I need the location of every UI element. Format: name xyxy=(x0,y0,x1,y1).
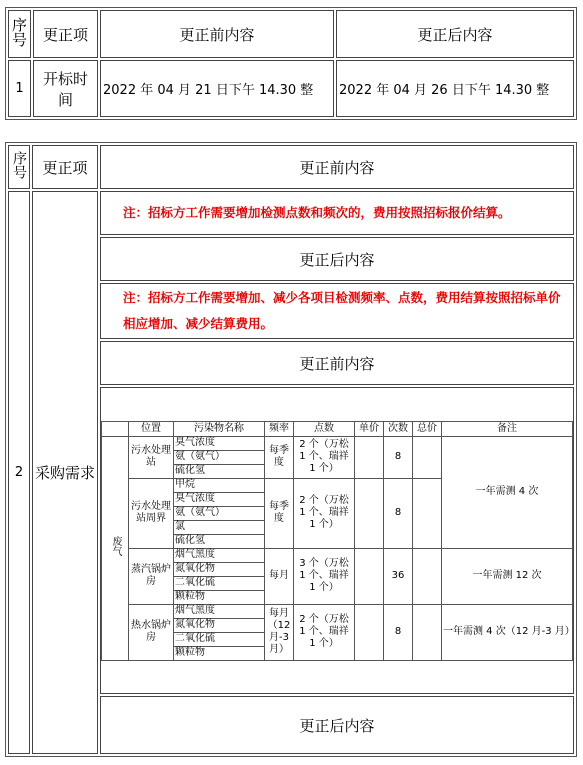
location: 污水处理站周界 xyxy=(129,478,174,548)
row-item: 开标时间 xyxy=(33,60,98,117)
remark: 一年需测 4 次 xyxy=(442,436,573,548)
row-no: 1 xyxy=(8,60,31,117)
pollutant-name: 颗粒物 xyxy=(174,646,265,660)
header-no: 序号 xyxy=(8,145,30,189)
note-after: 注：招标方工作需要增加、减少各项目检测频率、点数，费用结算按照招标单价相应增加、减少结算费用。 xyxy=(100,283,574,339)
col-remark: 备注 xyxy=(442,421,573,436)
col-location: 位置 xyxy=(129,421,174,436)
pollutant-name: 二氧化硫 xyxy=(174,632,265,646)
pollutant-name: 氯 xyxy=(174,520,265,534)
points: 2 个（万松 1 个、瑞祥 1 个） xyxy=(294,436,355,478)
header-item: 更正项 xyxy=(32,145,98,189)
frequency: 每季度 xyxy=(265,478,294,548)
col-unit-price: 单价 xyxy=(355,421,384,436)
points: 3 个（万松 1 个、瑞祥 1 个） xyxy=(294,548,355,604)
col-frequency: 频率 xyxy=(265,421,294,436)
points: 2 个（万松 1 个、瑞祥 1 个） xyxy=(294,604,355,660)
total xyxy=(413,478,442,548)
times: 8 xyxy=(384,604,413,660)
pollutant-name: 氨（氨气） xyxy=(174,450,265,464)
col-points: 点数 xyxy=(294,421,355,436)
points: 2 个（万松 1 个、瑞祥 1 个） xyxy=(294,478,355,548)
pollutant-name: 氮氧化物 xyxy=(174,618,265,632)
location: 蒸汽锅炉房 xyxy=(129,548,174,604)
correction-table-1 xyxy=(5,7,577,120)
pollutant-name: 氨（氨气） xyxy=(174,506,265,520)
pollutant-name: 硫化氢 xyxy=(174,534,265,548)
correction-table-2 xyxy=(5,142,577,757)
header-no: 序号 xyxy=(8,10,31,58)
pollutant-name: 臭气浓度 xyxy=(174,436,265,450)
pollutant-table xyxy=(101,421,573,661)
remark: 一年需测 4 次（12 月-3 月） xyxy=(442,604,573,660)
unit-price xyxy=(355,604,384,660)
row-item: 采购需求 xyxy=(32,191,98,754)
times: 36 xyxy=(384,548,413,604)
total xyxy=(413,604,442,660)
pollutant-name: 烟气黑度 xyxy=(174,604,265,618)
total xyxy=(413,436,442,478)
after-label-bottom: 更正后内容 xyxy=(100,696,574,754)
pollutant-name: 烟气黑度 xyxy=(174,548,265,562)
remark: 一年需测 12 次 xyxy=(442,548,573,604)
times: 8 xyxy=(384,436,413,478)
pollutant-name: 颗粒物 xyxy=(174,590,265,604)
row-after: 2022 年 04 月 26 日下午 14.30 整 xyxy=(336,60,574,117)
pollutant-name: 氮氧化物 xyxy=(174,562,265,576)
header-before: 更正前内容 xyxy=(100,145,574,189)
row-before: 2022 年 04 月 21 日下午 14.30 整 xyxy=(100,60,334,117)
total xyxy=(413,548,442,604)
location: 热水锅炉房 xyxy=(129,604,174,660)
header-item: 更正项 xyxy=(33,10,98,58)
location: 污水处理站 xyxy=(129,436,174,478)
pollutant-name: 臭气浓度 xyxy=(174,492,265,506)
times: 8 xyxy=(384,478,413,548)
note-before: 注：招标方工作需要增加检测点数和频次的，费用按照招标报价结算。 xyxy=(100,191,574,235)
header-after: 更正后内容 xyxy=(336,10,574,58)
frequency: 每月 xyxy=(265,548,294,604)
pollutant-name: 甲烷 xyxy=(174,478,265,492)
frequency: 每月（12 月-3 月） xyxy=(265,604,294,660)
col-pollutant: 污染物名称 xyxy=(174,421,265,436)
before-label: 更正前内容 xyxy=(100,341,574,385)
col-total: 总价 xyxy=(413,421,442,436)
unit-price xyxy=(355,478,384,548)
row-no: 2 xyxy=(8,191,30,754)
frequency: 每季度 xyxy=(265,436,294,478)
unit-price xyxy=(355,436,384,478)
pollutant-table-cell xyxy=(100,387,574,694)
after-label: 更正后内容 xyxy=(100,237,574,281)
header-before: 更正前内容 xyxy=(100,10,334,58)
pollutant-name: 硫化氢 xyxy=(174,464,265,478)
col-category xyxy=(102,421,129,436)
col-times: 次数 xyxy=(384,421,413,436)
category-cell: 废气 xyxy=(102,436,129,660)
unit-price xyxy=(355,548,384,604)
pollutant-name: 二氧化硫 xyxy=(174,576,265,590)
